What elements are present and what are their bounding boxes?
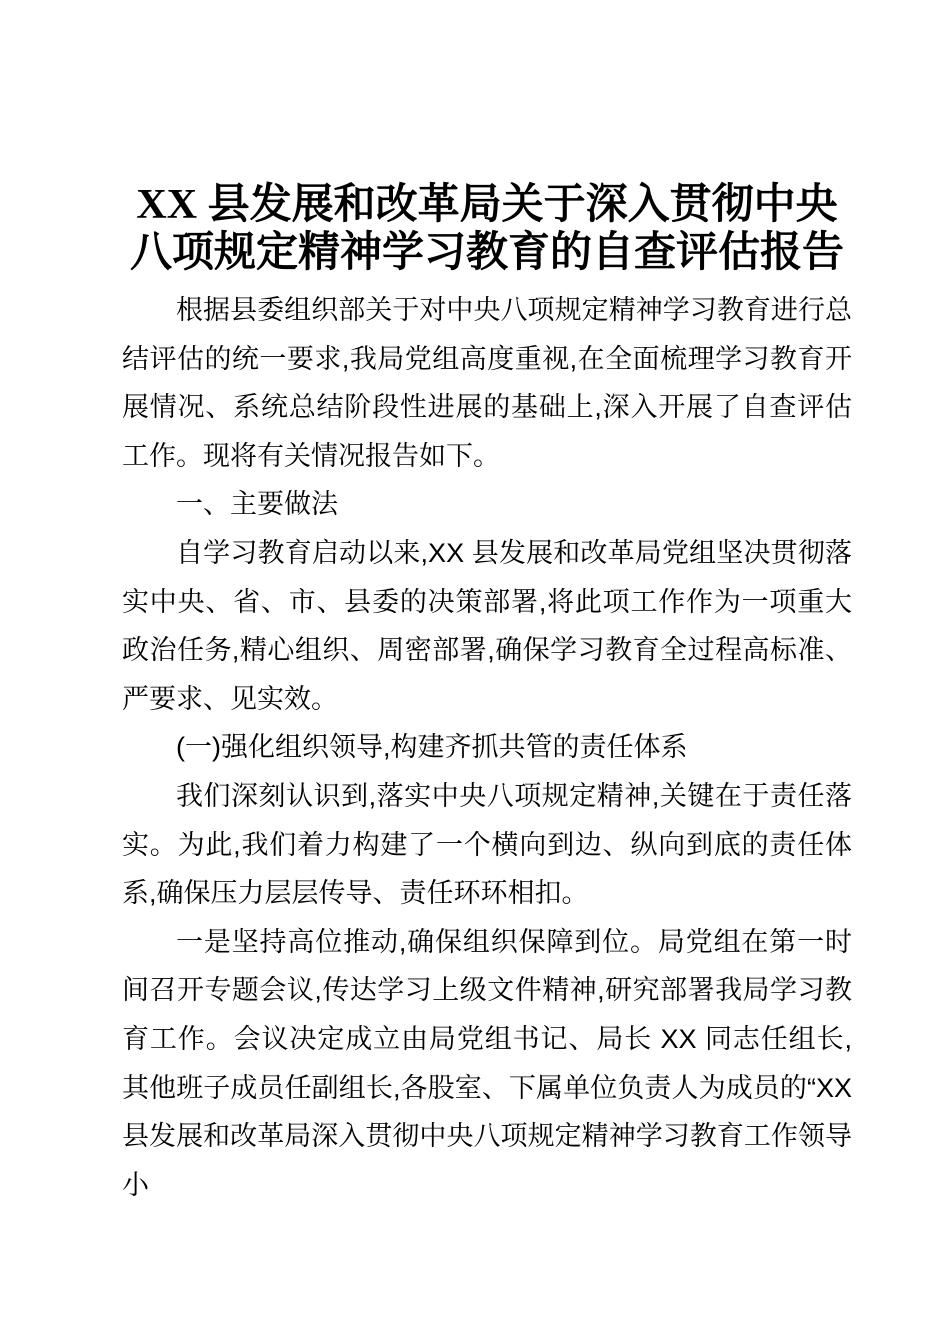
paragraph-responsibility-system: 我们深刻认识到,落实中央八项规定精神,关键在于责任落实。为此,我们着力构建了一个横向到边、纵向到底的责任体系,确保压力层层传导、责任环环相扣。 <box>122 780 852 909</box>
document-title-line-1: XX 县发展和改革局关于深入贯彻中央 <box>136 182 838 228</box>
document-title <box>122 181 852 277</box>
subsection-heading-organization-leadership: (一)强化组织领导,构建齐抓共管的责任体系 <box>176 732 688 763</box>
document-title-line-2: 八项规定精神学习教育的自查评估报告 <box>129 230 844 276</box>
intro-paragraph: 根据县委组织部关于对中央八项规定精神学习教育进行总结评估的统一要求,我局党组高度重视,在全面梳理学习教育开展情况、系统总结阶段性进展的基础上,深入开展了自查评估工作。现将有关情况报告如下。 <box>122 295 852 471</box>
paragraph-leadership-group: 一是坚持高位推动,确保组织保障到位。局党组在第一时间召开专题会议,传达学习上级文件精神,研究部署我局学习教育工作。会议决定成立由局党组书记、局长 XX 同志任组长,其他班子成员任副组长,各股室、下属单位负责人为成员的“XX 县发展和改革局深入贯彻中央八项规定精神学习教育工作领导小 <box>122 926 852 1200</box>
paragraph-learning-education-overview: 自学习教育启动以来,XX 县发展和改革局党组坚决贯彻落实中央、省、市、县委的决策部署,将此项工作作为一项重大政治任务,精心组织、周密部署,确保学习教育全过程高标准、严要求、见实效。 <box>122 537 852 714</box>
section-heading-main-practices: 一、主要做法 <box>176 489 338 520</box>
